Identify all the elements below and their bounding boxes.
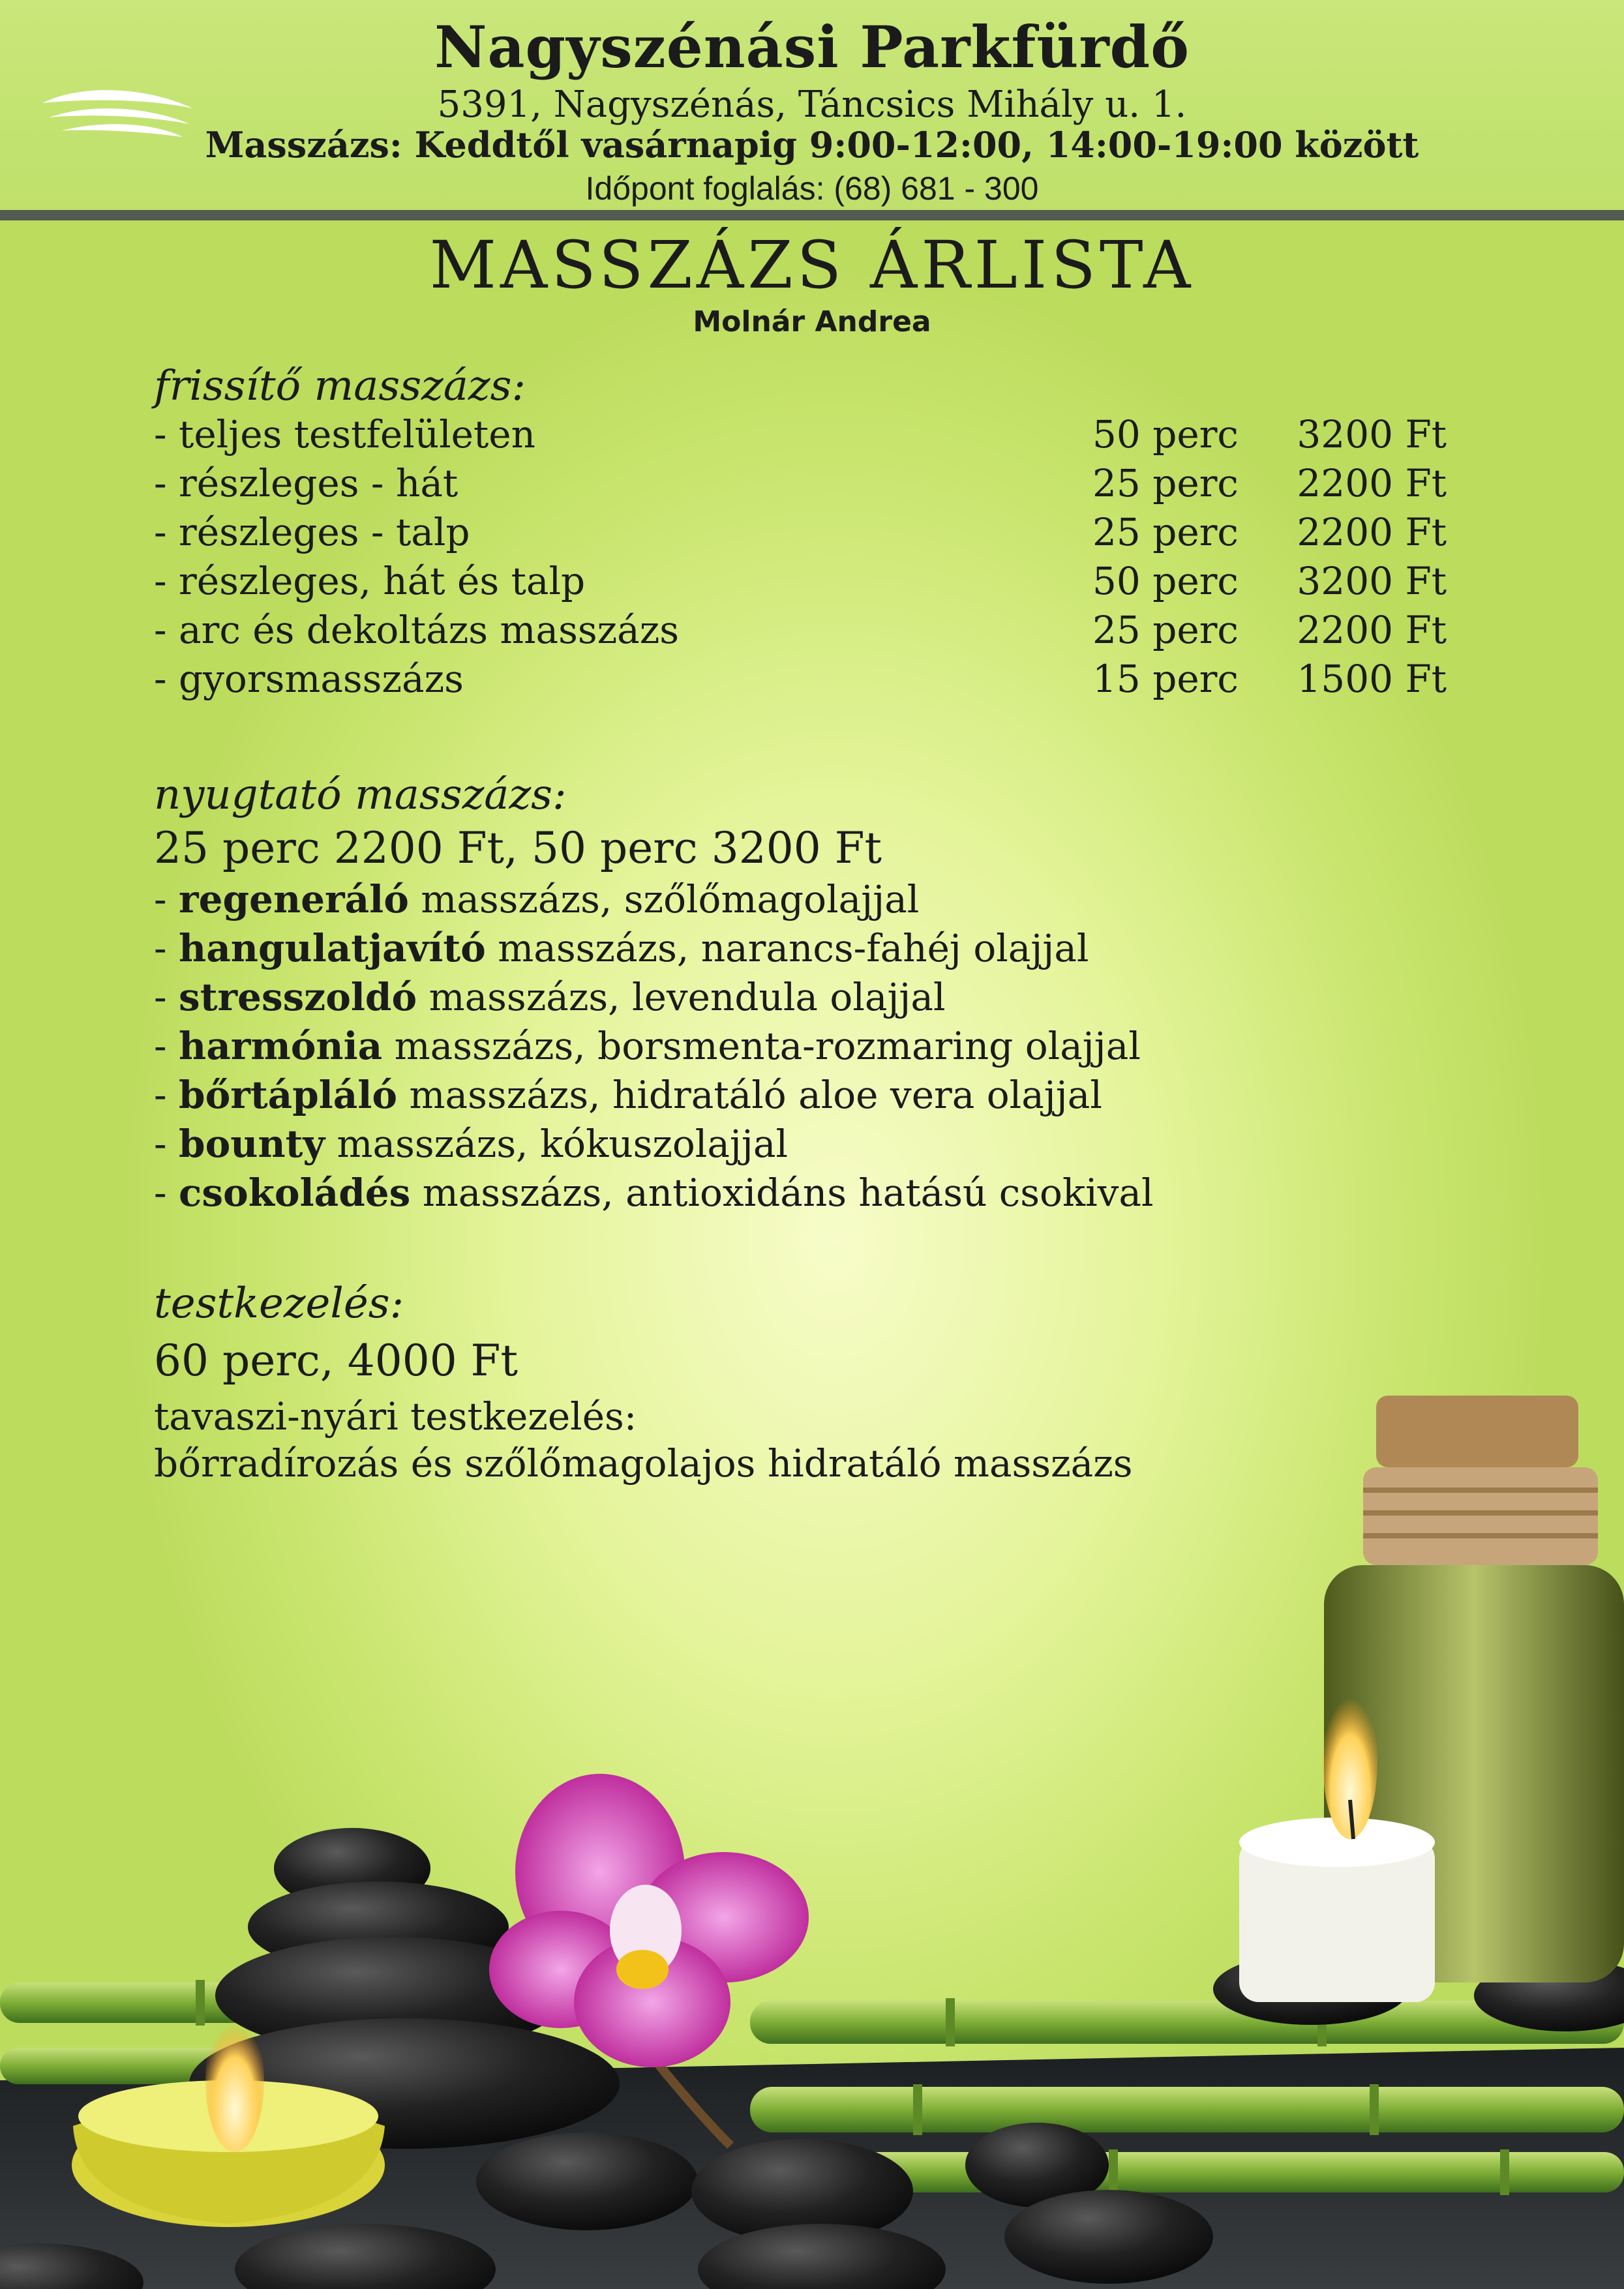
price-row-price: 2200 Ft: [1297, 461, 1447, 505]
list-item: [154, 926, 1089, 970]
price-row-label: - részleges - hát: [154, 461, 459, 505]
list-item-name: regeneráló: [179, 877, 409, 921]
list-item-name: bőrtápláló: [179, 1073, 398, 1117]
section-heading-testkezeles: testkezelés:: [154, 1279, 404, 1328]
header-hours: Masszázs: Keddtől vasárnapig 9:00-12:00, 14:00-19:00 között: [205, 124, 1419, 166]
testkezeles-pricing: 60 perc, 4000 Ft: [154, 1336, 519, 1386]
nyugtato-pricing: 25 perc 2200 Ft, 50 perc 3200 Ft: [154, 823, 882, 873]
price-row-label: - gyorsmasszázs: [154, 657, 464, 701]
price-row-label: - teljes testfelületen: [154, 412, 535, 456]
list-item-desc: masszázs, borsmenta-rozmaring olajjal: [382, 1024, 1141, 1068]
list-item: [154, 1024, 1141, 1068]
list-item-desc: masszázs, kókuszolajjal: [325, 1122, 789, 1166]
list-item-dash: -: [154, 1024, 179, 1068]
section-heading-frissito: frissítő masszázs:: [154, 362, 526, 410]
price-row-label: - arc és dekoltázs masszázs: [154, 608, 680, 652]
list-item-desc: masszázs, narancs-fahéj olajjal: [485, 926, 1089, 970]
list-item-desc: masszázs, levendula olajjal: [417, 975, 946, 1019]
price-row-duration: 25 perc: [1092, 608, 1239, 652]
price-row-duration: 25 perc: [1092, 510, 1239, 554]
price-row-duration: 50 perc: [1092, 412, 1239, 456]
price-row-label: - részleges, hát és talp: [154, 559, 586, 603]
list-item-name: bounty: [179, 1122, 325, 1166]
price-row-price: 2200 Ft: [1297, 608, 1447, 652]
list-item-name: hangulatjavító: [179, 926, 486, 970]
list-item-dash: -: [154, 877, 179, 921]
price-row-price: 3200 Ft: [1297, 412, 1447, 456]
page-title: MASSZÁZS ÁRLISTA: [429, 227, 1195, 303]
list-item-dash: -: [154, 1171, 179, 1215]
price-row-duration: 25 perc: [1092, 461, 1239, 505]
list-item: [154, 975, 946, 1019]
list-item: [154, 877, 919, 921]
list-item-name: stresszoldó: [179, 975, 417, 1019]
list-item: [154, 1122, 788, 1166]
list-item-desc: masszázs, antioxidáns hatású csokival: [410, 1171, 1154, 1215]
price-row-price: 2200 Ft: [1297, 510, 1447, 554]
list-item-dash: -: [154, 1122, 179, 1166]
list-item: [154, 1073, 1102, 1117]
list-item-dash: -: [154, 975, 179, 1019]
list-item-dash: -: [154, 926, 179, 970]
header-title: Nagyszénási Parkfürdő: [434, 13, 1190, 81]
list-item-name: csokoládés: [179, 1171, 411, 1215]
testkezeles-line-2: bőrradírozás és szőlőmagolajos hidratáló masszázs: [154, 1441, 1133, 1486]
price-row-duration: 15 perc: [1092, 657, 1239, 701]
list-item-desc: masszázs, szőlőmagolajjal: [408, 877, 920, 921]
section-heading-nyugtato: nyugtató masszázs:: [154, 771, 567, 819]
list-item-dash: -: [154, 1073, 179, 1117]
header-divider: [0, 210, 1624, 220]
price-row-duration: 50 perc: [1092, 559, 1239, 603]
header-booking-phone: Időpont foglalás: (68) 681 - 300: [585, 170, 1039, 207]
page-subtitle: Molnár Andrea: [693, 305, 931, 338]
list-item-desc: masszázs, hidratáló aloe vera olajjal: [397, 1073, 1102, 1117]
price-row-price: 3200 Ft: [1297, 559, 1447, 603]
list-item-name: harmónia: [179, 1024, 383, 1068]
price-row-label: - részleges - talp: [154, 510, 470, 554]
testkezeles-line-1: tavaszi-nyári testkezelés:: [154, 1394, 637, 1439]
header-address: 5391, Nagyszénás, Táncsics Mihály u. 1.: [437, 83, 1187, 126]
list-item: [154, 1171, 1154, 1215]
price-row-price: 1500 Ft: [1297, 657, 1447, 701]
spa-scene-illustration: [0, 1343, 1624, 2289]
